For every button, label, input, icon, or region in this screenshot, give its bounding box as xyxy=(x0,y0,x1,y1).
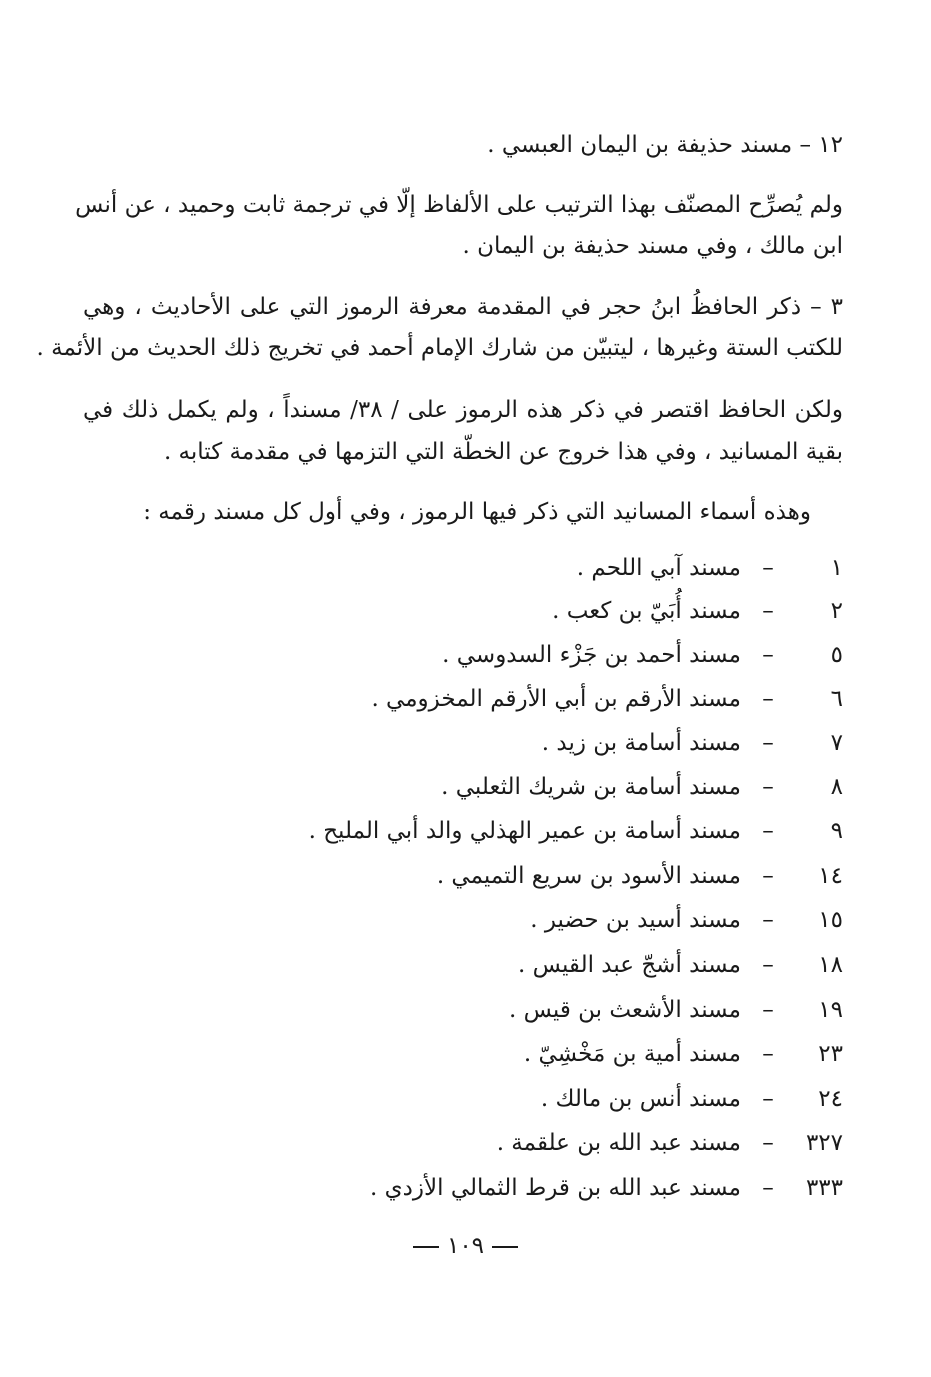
list-item-text: مسند الأسود بن سريع التميمي . xyxy=(436,863,741,889)
list-item-text: مسند الأرقم بن أبي الأرقم المخزومي . xyxy=(371,686,741,712)
list-item-text: مسند الأشعث بن قيس . xyxy=(508,997,741,1023)
page-footer xyxy=(0,1226,931,1266)
footer-dash-right xyxy=(492,1246,518,1248)
footer-dash-left xyxy=(413,1246,439,1248)
list-item-dash: – xyxy=(762,1130,774,1156)
list-item-text: مسند أُبَيّ بن كعب . xyxy=(552,598,741,624)
list-item xyxy=(83,591,843,631)
list-item-dash: – xyxy=(762,555,774,581)
list-item-text: مسند أسامة بن زيد . xyxy=(541,730,741,756)
paragraph-3-line-2: بقية المسانيد ، وفي هذا خروج عن الخطّة التي التزمها في مقدمة كتابه . xyxy=(163,439,843,465)
list-item xyxy=(83,1123,843,1163)
list-item-dash: – xyxy=(762,1041,774,1067)
list-item-dash: – xyxy=(762,863,774,889)
list-item-text: مسند أشجّ عبد القيس . xyxy=(518,952,741,978)
list-item-dash: – xyxy=(762,774,774,800)
list-item xyxy=(83,548,843,588)
list-item-number: ٢٣ xyxy=(818,1041,843,1067)
paragraph-1-line-1: ولم يُصرِّح المصنّف بهذا الترتيب على الألفاظ إلّا في ترجمة ثابت وحميد ، عن أنس xyxy=(75,192,843,218)
list-item xyxy=(83,990,843,1030)
list-item-number: ١٥ xyxy=(818,907,843,933)
list-item-text: مسند أحمد بن جَزْء السدوسي . xyxy=(442,642,741,668)
paragraph-3-line-1: ولكن الحافظ اقتصر في ذكر هذه الرموز على / ٣٨/ مسنداً ، ولم يكمل ذلك في xyxy=(83,397,843,423)
list-item-number: ٩ xyxy=(830,818,843,844)
list-item xyxy=(83,679,843,719)
paragraph-2-line-2: للكتب الستة وغيرها ، ليتبيّن من شارك الإمام أحمد في تخريج ذلك الحديث من الأئمة . xyxy=(36,335,843,361)
list-item xyxy=(83,635,843,675)
list-item-text: مسند أسامة بن عمير الهذلي والد أبي المليح . xyxy=(308,818,741,844)
list-item-number: ٨ xyxy=(830,774,843,800)
list-item-text: مسند أسامة بن شريك الثعلبي . xyxy=(441,774,741,800)
list-item-number: ٦ xyxy=(830,686,843,712)
list-item-number: ١٨ xyxy=(818,952,843,978)
list-item-dash: – xyxy=(762,1086,774,1112)
list-item-dash: – xyxy=(762,686,774,712)
list-item-dash: – xyxy=(762,952,774,978)
list-item xyxy=(83,1079,843,1119)
list-item-dash: – xyxy=(762,997,774,1023)
page-number: ١٠٩ xyxy=(446,1233,485,1259)
list-item-number: ١٤ xyxy=(818,863,843,889)
list-item xyxy=(83,856,843,896)
list-item xyxy=(83,900,843,940)
list-item xyxy=(83,723,843,763)
list-item-text: مسند أسيد بن حضير . xyxy=(530,907,741,933)
paragraph-4-line-1: وهذه أسماء المسانيد التي ذكر فيها الرموز ، وفي أول كل مسند رقمه : xyxy=(143,499,811,525)
list-item-text: مسند أمية بن مَخْشِيّ . xyxy=(523,1041,741,1067)
list-item xyxy=(83,945,843,985)
list-item-dash: – xyxy=(762,1175,774,1201)
item-12-line: ١٢ – مسند حذيفة بن اليمان العبسي . xyxy=(487,132,843,158)
list-item-text: مسند عبد الله بن علقمة . xyxy=(496,1130,741,1156)
list-item-dash: – xyxy=(762,730,774,756)
list-item-dash: – xyxy=(762,642,774,668)
list-item-dash: – xyxy=(762,907,774,933)
list-item-number: ٥ xyxy=(830,642,843,668)
list-item xyxy=(83,811,843,851)
paragraph-2-line-1: ٣ – ذكر الحافظُ ابنُ حجر في المقدمة معرفة الرموز التي على الأحاديث ، وهي xyxy=(83,294,843,320)
list-item-number: ١٩ xyxy=(818,997,843,1023)
list-item-number: ١ xyxy=(830,555,843,581)
list-item-number: ٣٢٧ xyxy=(805,1130,843,1156)
list-item-text: مسند آبي اللحم . xyxy=(576,555,741,581)
list-item-number: ٣٣٣ xyxy=(805,1175,843,1201)
list-item-dash: – xyxy=(762,598,774,624)
list-item-number: ٢ xyxy=(830,598,843,624)
list-item-number: ٢٤ xyxy=(818,1086,843,1112)
list-item-number: ٧ xyxy=(830,730,843,756)
list-item xyxy=(83,1168,843,1208)
paragraph-1-line-2: ابن مالك ، وفي مسند حذيفة بن اليمان . xyxy=(462,233,843,259)
list-item-text: مسند عبد الله بن قرط الثمالي الأزدي . xyxy=(370,1175,741,1201)
list-item-dash: – xyxy=(762,818,774,844)
list-item xyxy=(83,1034,843,1074)
list-item-text: مسند أنس بن مالك . xyxy=(540,1086,741,1112)
list-item xyxy=(83,767,843,807)
